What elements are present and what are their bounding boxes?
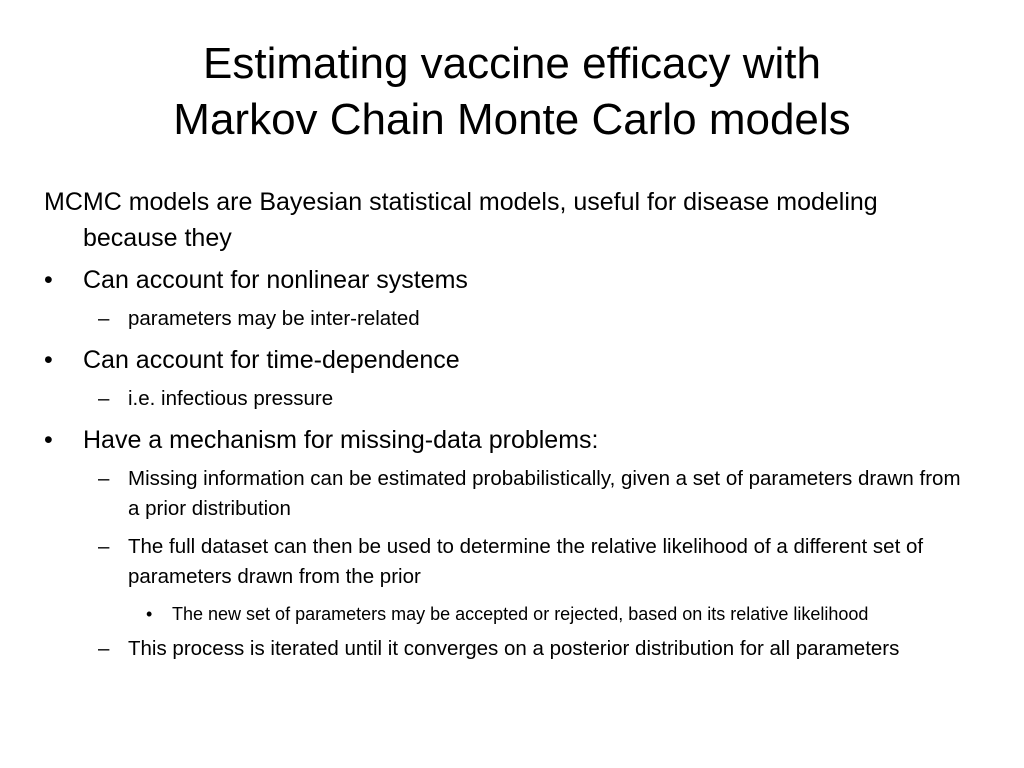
bullet-item: [44, 422, 974, 458]
dash-icon: –: [98, 535, 110, 558]
bullet-text: Can account for time-dependence: [83, 346, 460, 374]
sub-bullet-item: [44, 384, 974, 414]
sub-bullet-item: [44, 634, 974, 664]
intro-paragraph: MCMC models are Bayesian statistical models, useful for disease modeling because they: [44, 188, 878, 252]
sub-bullet-item: [44, 304, 974, 334]
bullet-dot-icon: •: [44, 426, 53, 454]
title-line: Estimating vaccine efficacy with: [203, 39, 821, 88]
sub-sub-bullet-text: The new set of parameters may be accepted or rejected, based on its relative likelihood: [172, 604, 869, 624]
dash-icon: –: [98, 307, 110, 330]
bullet-item: [44, 262, 974, 298]
bullet-dot-icon: •: [44, 266, 53, 294]
sub-bullet-item: [44, 532, 974, 592]
sub-bullet-item: [44, 464, 974, 524]
sub-bullet-text: This process is iterated until it converges on a posterior distribution for all parameters: [128, 637, 900, 660]
sub-bullet-text: The full dataset can then be used to determine the relative likelihood of a different set of parameters drawn from the prior: [128, 535, 924, 588]
dash-icon: –: [98, 467, 110, 490]
sub-bullet-text: i.e. infectious pressure: [128, 387, 334, 410]
title-line: Markov Chain Monte Carlo models: [173, 95, 851, 144]
bullet-item: [44, 342, 974, 378]
slide-title: [60, 36, 964, 148]
slide-body: [44, 184, 974, 672]
dash-icon: –: [98, 637, 110, 660]
bullet-dot-icon: •: [146, 604, 153, 624]
sub-sub-bullet-item: [44, 600, 974, 628]
dash-icon: –: [98, 387, 110, 410]
bullet-text: Have a mechanism for missing-data problems:: [83, 426, 599, 454]
bullet-text: Can account for nonlinear systems: [83, 266, 468, 294]
sub-bullet-text: parameters may be inter-related: [128, 307, 420, 330]
bullet-dot-icon: •: [44, 346, 53, 374]
sub-bullet-text: Missing information can be estimated probabilistically, given a set of parameters drawn from a prior distribution: [128, 467, 961, 520]
